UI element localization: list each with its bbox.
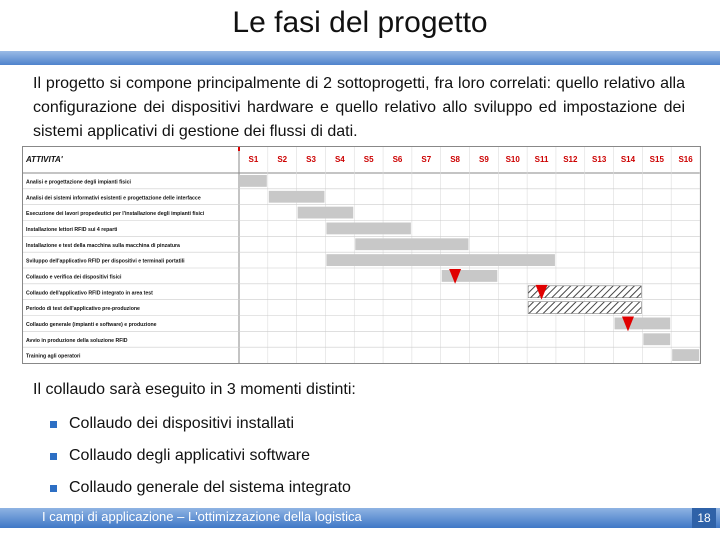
slide-title: Le fasi del progetto [232,6,488,39]
square-bullet-icon [50,421,57,428]
bullet-text: Collaudo generale del sistema integrato [69,479,351,496]
gantt-week-label: S12 [563,155,578,164]
gantt-activity-bar [643,333,670,345]
footer-text: I campi di applicazione – L'ottimizzazione della logistica [42,509,362,524]
gantt-activity-label: Sviluppo dell'applicativo RFID per dispositivi e terminali portatili [26,258,185,265]
gantt-activity-label: Collaudo dell'applicativo RFID integrato in area test [26,290,153,297]
bullet-text: Collaudo dei dispositivi installati [69,415,295,432]
gantt-activity-label: Periodo di test dell'applicativo pre-produzione [26,306,140,313]
gantt-activity-label: Installazione lettori RFID sui 4 reparti [26,226,118,233]
gantt-activity-bar [326,223,410,235]
gantt-week-label: S7 [421,155,432,164]
square-bullet-icon [50,485,57,492]
gantt-activity-bar [615,318,671,330]
gantt-activity-label: Collaudo e verifica dei dispositivi fisici [26,274,122,281]
gantt-activity-label: Avvio in produzione della soluzione RFID [26,337,128,344]
gantt-week-label: S9 [479,155,489,164]
gantt-week-label: S4 [334,155,345,164]
page-number: 18 [692,508,716,528]
gantt-week-label: S5 [363,155,374,164]
bullet-item [50,408,351,440]
gantt-svg [23,147,700,363]
collaudo-lead-text: Il collaudo sarà eseguito in 3 momenti distinti: [33,381,356,398]
gantt-week-label: S15 [649,155,664,164]
gantt-activity-bar [355,238,468,250]
gantt-activity-bar [442,270,498,282]
gantt-week-label: S13 [592,155,607,164]
gantt-week-label: S8 [450,155,460,164]
gantt-week-label: S2 [277,155,288,164]
gantt-activity-bar [269,191,325,203]
gantt-week-label: S10 [505,155,520,164]
gantt-activity-bar [672,349,699,361]
gantt-week-label: S1 [248,155,259,164]
gantt-activity-label: Training agli operatori [26,353,81,360]
gantt-activity-label: Analisi e progettazione degli impianti fisici [26,179,131,186]
gantt-activity-label: Analisi dei sistemi informativi esistenti e progettazione delle interfacce [26,195,201,202]
gantt-activity-bar [298,207,354,219]
gantt-week-label: S6 [392,155,403,164]
gantt-activity-bar [528,302,641,314]
title-divider-bar [0,51,720,65]
gantt-activity-bar [240,175,267,187]
gantt-header-label: ATTIVITA' [26,155,63,164]
gantt-week-label: S14 [620,155,636,164]
bullet-item [50,472,351,504]
gantt-week-label: S3 [306,155,316,164]
collaudo-bullet-list [50,408,351,504]
square-bullet-icon [50,453,57,460]
bullet-item [50,440,351,472]
gantt-activity-bar [326,254,555,266]
gantt-chart [22,146,701,364]
gantt-week-label: S11 [534,155,549,164]
gantt-activity-label: Installazione e test della macchina sulla macchina di pinzatura [26,242,180,249]
gantt-week-label: S16 [678,155,693,164]
gantt-activity-label: Collaudo generale (impianti e software) e produzione [26,321,157,328]
bullet-text: Collaudo degli applicativi software [69,447,311,464]
intro-paragraph: Il progetto si compone principalmente di 2 sottoprogetti, fra loro correlati: quello relativo alla configurazione dei dispositivi hardware e quello relativo allo sviluppo ed impostazione dei sistemi applicativi di gestione dei flussi di dati. [33,75,685,140]
gantt-activity-label: Esecuzione dei lavori propedeutici per l'installazione degli impianti fisici [26,211,205,218]
